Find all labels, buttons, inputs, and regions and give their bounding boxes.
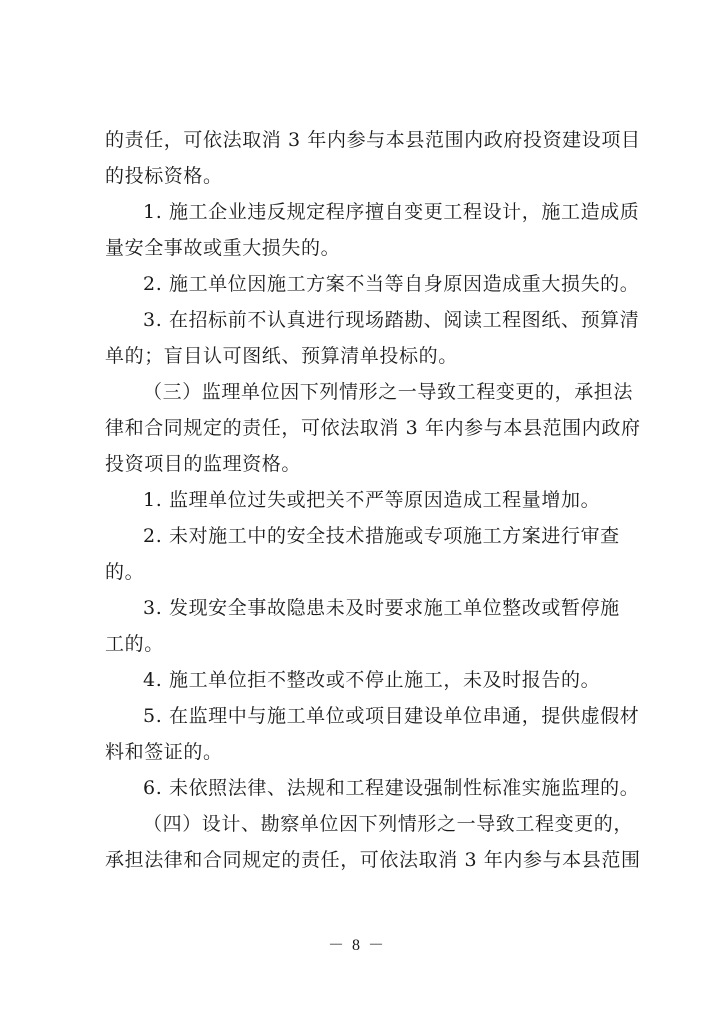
text-line: 1. 施工企业违反规定程序擅自变更工程设计，施工造成质 xyxy=(143,201,640,223)
text-line: 5. 在监理中与施工单位或项目建设单位串通，提供虚假材 xyxy=(143,705,640,727)
text-line: 律和合同规定的责任，可依法取消 3 年内参与本县范围内政府 xyxy=(105,417,641,439)
text-line: 料和签证的。 xyxy=(105,741,223,763)
text-line: 量安全事故或重大损失的。 xyxy=(105,237,341,259)
text-line: （三）监理单位因下列情形之一导致工程变更的，承担法 xyxy=(143,381,634,403)
text-line: 1. 监理单位过失或把关不严等原因造成工程量增加。 xyxy=(143,489,601,511)
text-line: 2. 施工单位因施工方案不当等自身原因造成重大损失的。 xyxy=(143,273,640,295)
text-line: 承担法律和合同规定的责任，可依法取消 3 年内参与本县范围 xyxy=(105,849,641,871)
text-line: 3. 发现安全事故隐患未及时要求施工单位整改或暂停施 xyxy=(143,597,620,619)
text-line: 的。 xyxy=(105,561,145,583)
text-line: 的责任，可依法取消 3 年内参与本县范围内政府投资建设项目 xyxy=(105,129,641,151)
page-number: － 8 － xyxy=(327,937,386,954)
text-line: （四）设计、勘察单位因下列情形之一导致工程变更的， xyxy=(143,813,634,835)
text-line: 工的。 xyxy=(105,633,164,655)
text-line: 3. 在招标前不认真进行现场踏勘、阅读工程图纸、预算清 xyxy=(143,309,640,331)
text-line: 单的；盲目认可图纸、预算清单投标的。 xyxy=(105,345,458,367)
text-line: 6. 未依照法律、法规和工程建设强制性标准实施监理的。 xyxy=(143,777,640,799)
text-line: 的投标资格。 xyxy=(105,165,223,187)
text-line: 投资项目的监理资格。 xyxy=(105,453,302,475)
text-line: 4. 施工单位拒不整改或不停止施工，未及时报告的。 xyxy=(143,669,601,691)
text-line: 2. 未对施工中的安全技术措施或专项施工方案进行审查 xyxy=(143,525,620,547)
